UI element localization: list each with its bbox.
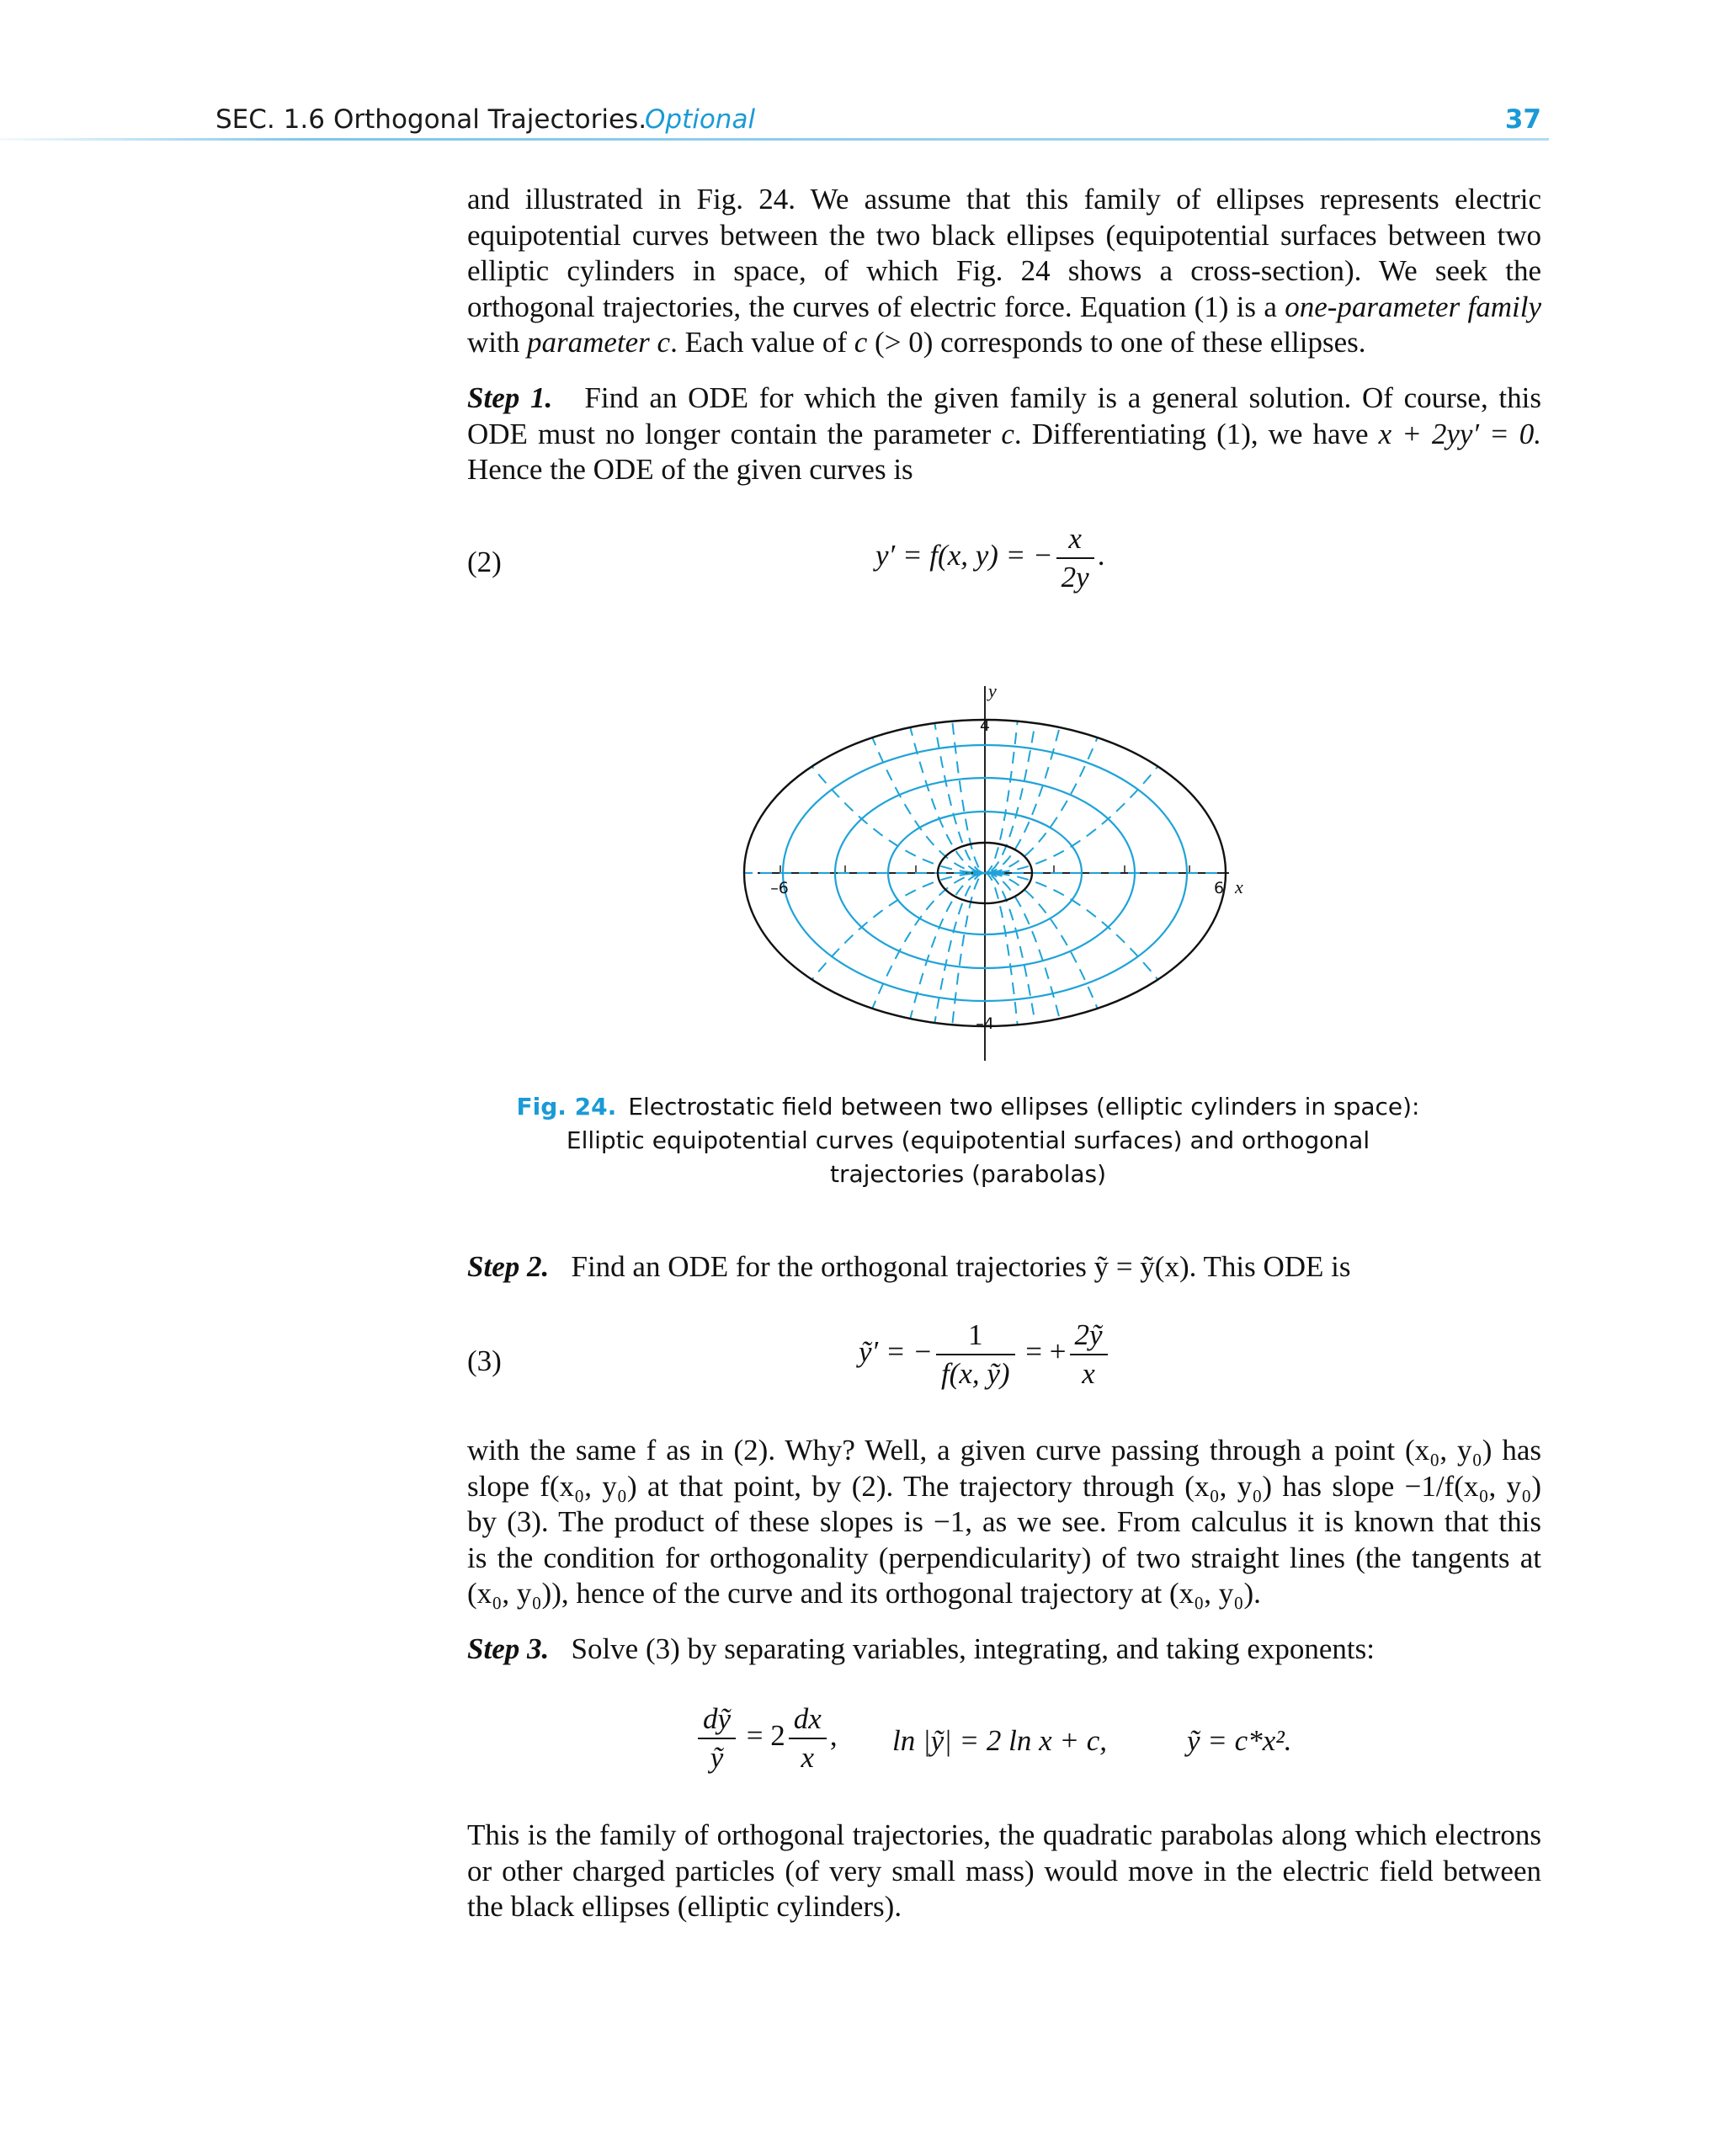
text-line: orthogonal trajectories, the curves of electric force. Equation (1) is a one-parameter family — [467, 290, 1541, 323]
header-rule — [0, 138, 1549, 141]
equation-number: (3) — [467, 1344, 502, 1377]
text-line: or other charged particles (of very small mass) would move in the electric field between — [467, 1854, 1541, 1887]
paragraph-step3 — [467, 1632, 1541, 1668]
step-label: Step 3. — [467, 1632, 550, 1665]
paragraph-step1 — [467, 381, 1541, 488]
tick-label-y-pos: 4 — [979, 716, 991, 735]
figure-label: Fig. 24. — [516, 1093, 617, 1121]
section-number: SEC. 1.6 — [216, 104, 325, 135]
equation-3: ỹ′ = − $\frac{1}{\text{f(x, ỹ)}}$ = + $\frac{\text{2ỹ}}{x}$ — [859, 1318, 1111, 1391]
fraction: $\frac{\text{dỹ}}{\text{ỹ}}$ — [698, 1702, 736, 1775]
fraction: $\frac{\text{2ỹ}}{x}$ — [1070, 1318, 1108, 1391]
page-number: 37 — [1504, 104, 1541, 135]
figure-ellipses-parabolas — [741, 673, 1246, 1073]
text-line: slope f(x₀, y₀) at that point, by (2). The trajectory through (x₀, y₀) has slope −1/f(x₀, y₀) — [467, 1469, 1541, 1503]
text-line: elliptic cylinders in space, of which Fig. 24 shows a cross-section). We seek the — [467, 254, 1541, 287]
text-line: with parameter c. Each value of c (> 0) corresponds to one of these ellipses. — [467, 326, 1366, 359]
fraction: $\frac{dx}{x}$ — [789, 1702, 827, 1775]
text-line: with the same f as in (2). Why? Well, a given curve passing through a point (x₀, y₀) has — [467, 1434, 1541, 1467]
text-line: Step 3. Solve (3) by separating variables, integrating, and taking exponents: — [467, 1632, 1375, 1665]
text-line: by (3). The product of these slopes is −1, as we see. From calculus it is known that this — [467, 1505, 1541, 1538]
tick-label-x-pos: 6 — [1213, 879, 1225, 897]
axis-y-label: y — [988, 680, 997, 701]
tick-label-y-neg: –4 — [976, 1014, 994, 1033]
fraction: $\frac{1}{\text{f(x, ỹ)}}$ — [936, 1318, 1015, 1391]
text-line: (x₀, y₀)), hence of the curve and its orthogonal trajectory at (x₀, y₀). — [467, 1577, 1261, 1610]
text-line: Step 1. Find an ODE for which the given family is a general solution. Of course, this — [467, 381, 1541, 414]
axis-labels — [770, 680, 1243, 1033]
equation-parabola: ỹ = c*x². — [1187, 1724, 1292, 1757]
paragraph-step2 — [467, 1249, 1541, 1286]
text-line: ODE must no longer contain the parameter c. Differentiating (1), we have x + 2yy′ = 0. — [467, 417, 1542, 450]
text-line: is the condition for orthogonality (perpendicularity) of two straight lines (the tangents at — [467, 1541, 1541, 1574]
equation-number: (2) — [467, 546, 502, 578]
paragraph-intro — [467, 182, 1541, 361]
equation-solution: $\frac{\text{dỹ}}{\text{ỹ}}$ = 2 $\frac{dx}{x}$ , — [694, 1702, 838, 1775]
fraction: $\frac{x}{2y}$ — [1056, 522, 1094, 594]
axis-x-label: x — [1235, 876, 1243, 897]
step-label: Step 2. — [467, 1250, 550, 1283]
text-line: the black ellipses (elliptic cylinders). — [467, 1890, 902, 1923]
text-line: equipotential curves between the two black ellipses (equipotential surfaces between two — [467, 218, 1541, 252]
equation-2: y′ = f(x, y) = − $\frac{x}{2y}$ . — [875, 522, 1105, 594]
text-line: and illustrated in Fig. 24. We assume that this family of ellipses represents electric — [467, 183, 1541, 216]
paragraph-why — [467, 1433, 1541, 1612]
paragraph-conclusion — [467, 1818, 1541, 1925]
step-label: Step 1. — [467, 381, 553, 414]
section-title: Orthogonal Trajectories. — [333, 104, 647, 135]
text-line: Hence the ODE of the given curves is — [467, 453, 913, 486]
optional-tag: Optional — [645, 104, 756, 135]
equation-log: ln |ỹ| = 2 ln x + c, — [892, 1724, 1108, 1757]
figure-caption: Fig. 24. Electrostatic field between two ellipses (elliptic cylinders in space): Elliptic equipotential curves (equipotential surfaces) and orthogonal trajectories (parabolas) — [516, 1093, 1420, 1188]
tick-label-x-neg: –6 — [770, 879, 789, 897]
text-line: This is the family of orthogonal trajectories, the quadratic parabolas along which electrons — [467, 1818, 1541, 1851]
text-line: Step 2. Find an ODE for the orthogonal trajectories ỹ = ỹ(x). This ODE is — [467, 1250, 1351, 1283]
